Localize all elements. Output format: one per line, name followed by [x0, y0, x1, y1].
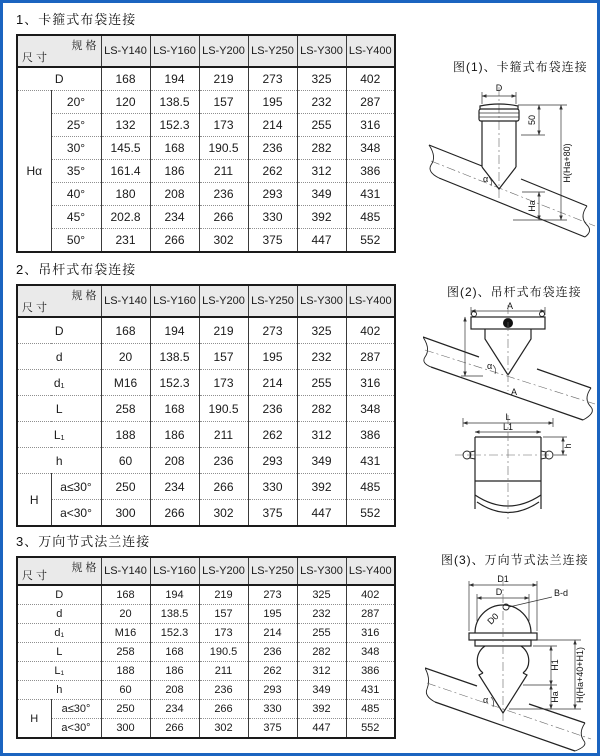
- cell-value: 219: [199, 67, 248, 91]
- pipe-centerline: [427, 683, 591, 739]
- spec-table: [16, 284, 396, 527]
- figure-3-drawing: [425, 571, 595, 756]
- row-sub-label: a<30°: [51, 719, 101, 739]
- column-header: LS-Y160: [150, 35, 199, 67]
- cell-value: 386: [346, 662, 395, 681]
- table-row: [17, 137, 395, 160]
- cell-value: 293: [248, 448, 297, 474]
- angle-label: α: [487, 361, 493, 371]
- cell-value: 325: [297, 67, 346, 91]
- header-row: [17, 285, 395, 317]
- row-label: L₁: [17, 662, 101, 681]
- cell-value: 190.5: [199, 396, 248, 422]
- cell-value: 152.3: [150, 370, 199, 396]
- section-2-table: [16, 284, 396, 527]
- corner-top-label: 规 格: [71, 290, 97, 302]
- cell-value: 386: [346, 160, 395, 183]
- row-label: d: [17, 344, 101, 370]
- cell-value: 236: [199, 183, 248, 206]
- table-row: [17, 500, 395, 527]
- corner-cell: [17, 285, 101, 317]
- cell-value: 232: [297, 344, 346, 370]
- cell-value: 386: [346, 422, 395, 448]
- table-row: [17, 662, 395, 681]
- cell-value: 402: [346, 317, 395, 344]
- figure-1-title: 图(1)、卡箍式布袋连接: [453, 60, 588, 74]
- cell-value: 258: [101, 396, 150, 422]
- cell-value: 316: [346, 114, 395, 137]
- row-label: d: [17, 605, 101, 624]
- cell-value: 431: [346, 183, 395, 206]
- table-row: [17, 448, 395, 474]
- cell-value: 273: [248, 585, 297, 605]
- cell-value: 168: [150, 396, 199, 422]
- cell-value: 190.5: [199, 137, 248, 160]
- section-3-table: [16, 556, 396, 739]
- cell-value: 349: [297, 448, 346, 474]
- figure-3-title: 图(3)、万向节式法兰连接: [441, 553, 589, 567]
- table-row: [17, 643, 395, 662]
- column-header: LS-Y300: [297, 557, 346, 585]
- table-row: [17, 585, 395, 605]
- dim-label-H: H(Ha+40+H1): [575, 646, 585, 704]
- dim-label-50: 50: [527, 114, 537, 126]
- cell-value: 447: [297, 500, 346, 527]
- cell-value: 348: [346, 396, 395, 422]
- cell-value: 330: [248, 206, 297, 229]
- cell-value: 188: [101, 422, 150, 448]
- cell-value: 168: [150, 137, 199, 160]
- spec-table: [16, 34, 396, 253]
- cell-value: 208: [150, 681, 199, 700]
- cell-value: 485: [346, 206, 395, 229]
- column-header: LS-Y250: [248, 285, 297, 317]
- cell-value: 208: [150, 183, 199, 206]
- cell-value: 552: [346, 500, 395, 527]
- cell-value: 402: [346, 585, 395, 605]
- cell-value: 20: [101, 344, 150, 370]
- cell-value: 392: [297, 206, 346, 229]
- cell-value: 552: [346, 229, 395, 253]
- column-header: LS-Y400: [346, 35, 395, 67]
- cell-value: 157: [199, 605, 248, 624]
- section-3-title: 3、万向节式法兰连接: [16, 534, 151, 549]
- corner-top-label: 规 格: [71, 40, 97, 52]
- row-label: h: [17, 448, 101, 474]
- row-label: L: [17, 643, 101, 662]
- dim-label-D: D: [495, 83, 503, 93]
- cell-value: 236: [248, 643, 297, 662]
- cell-value: 431: [346, 681, 395, 700]
- cell-value: 348: [346, 137, 395, 160]
- table-row: [17, 206, 395, 229]
- cell-value: 168: [101, 317, 150, 344]
- cell-value: 266: [199, 474, 248, 500]
- cell-value: 20: [101, 605, 150, 624]
- cell-value: 287: [346, 91, 395, 114]
- cell-value: 236: [248, 396, 297, 422]
- row-label: h: [17, 681, 101, 700]
- cell-value: 234: [150, 206, 199, 229]
- column-header: LS-Y300: [297, 285, 346, 317]
- cell-value: 173: [199, 624, 248, 643]
- column-header: LS-Y140: [101, 285, 150, 317]
- dim-label-A-top: A: [506, 301, 514, 311]
- row-label: L: [17, 396, 101, 422]
- dim-label-Ha: Ha: [550, 691, 560, 703]
- table-row: [17, 422, 395, 448]
- cell-value: 325: [297, 317, 346, 344]
- cell-value: 312: [297, 160, 346, 183]
- row-group-label: H: [17, 474, 51, 527]
- cell-value: 287: [346, 344, 395, 370]
- cell-value: 219: [199, 317, 248, 344]
- cell-value: 211: [199, 662, 248, 681]
- cell-value: 312: [297, 662, 346, 681]
- column-header: LS-Y200: [199, 35, 248, 67]
- section-2: [16, 259, 396, 527]
- cell-value: 138.5: [150, 91, 199, 114]
- column-header: LS-Y140: [101, 35, 150, 67]
- cell-value: 161.4: [101, 160, 150, 183]
- table-row: [17, 67, 395, 91]
- table-row: [17, 396, 395, 422]
- table-row: [17, 114, 395, 137]
- cell-value: 138.5: [150, 344, 199, 370]
- cell-value: 152.3: [150, 114, 199, 137]
- angle-label: α: [483, 174, 489, 184]
- cell-value: 194: [150, 317, 199, 344]
- row-sub-label: 35°: [51, 160, 101, 183]
- cell-value: M16: [101, 370, 150, 396]
- cell-value: 145.5: [101, 137, 150, 160]
- cell-value: 194: [150, 585, 199, 605]
- column-header: LS-Y400: [346, 557, 395, 585]
- section-1-title: 1、卡箍式布袋连接: [16, 12, 137, 27]
- cell-value: 330: [248, 700, 297, 719]
- cell-value: 157: [199, 344, 248, 370]
- table-row: [17, 474, 395, 500]
- row-label: d₁: [17, 624, 101, 643]
- row-sub-label: 25°: [51, 114, 101, 137]
- cell-value: 282: [297, 643, 346, 662]
- cell-value: 266: [199, 700, 248, 719]
- dim-label-Ha: Ha: [527, 200, 537, 212]
- cell-value: 316: [346, 624, 395, 643]
- cell-value: 348: [346, 643, 395, 662]
- cell-value: 293: [248, 681, 297, 700]
- table-row: [17, 681, 395, 700]
- cell-value: 236: [248, 137, 297, 160]
- dim-label-L: L: [505, 412, 511, 422]
- corner-bottom-label: 尺 寸: [22, 570, 48, 582]
- table-row: [17, 91, 395, 114]
- row-sub-label: 20°: [51, 91, 101, 114]
- cell-value: 214: [248, 114, 297, 137]
- cell-value: 232: [297, 605, 346, 624]
- row-label: D: [17, 585, 101, 605]
- cell-value: 485: [346, 700, 395, 719]
- spec-table: [16, 556, 396, 739]
- corner-bottom-label: 尺 寸: [22, 302, 48, 314]
- pipe-top-edge: [423, 337, 479, 357]
- cell-value: 208: [150, 448, 199, 474]
- corner-top-label: 规 格: [71, 562, 97, 574]
- cell-value: 186: [150, 422, 199, 448]
- row-sub-label: a≤30°: [51, 474, 101, 500]
- table-row: [17, 719, 395, 739]
- table-row: [17, 605, 395, 624]
- cell-value: 255: [297, 114, 346, 137]
- cell-value: 214: [248, 624, 297, 643]
- cell-value: 195: [248, 605, 297, 624]
- cell-value: 287: [346, 605, 395, 624]
- column-header: LS-Y200: [199, 557, 248, 585]
- row-group-label: H: [17, 700, 51, 739]
- section-label-A: A: [511, 387, 518, 397]
- cell-value: 447: [297, 229, 346, 253]
- row-sub-label: 40°: [51, 183, 101, 206]
- header-row: [17, 35, 395, 67]
- pipe-break-line: [429, 145, 439, 178]
- cell-value: 173: [199, 370, 248, 396]
- pipe-top-edge: [425, 668, 477, 686]
- row-label: L₁: [17, 422, 101, 448]
- corner-cell: [17, 35, 101, 67]
- cell-value: 132: [101, 114, 150, 137]
- cell-value: 152.3: [150, 624, 199, 643]
- section-1-table: [16, 34, 396, 253]
- cell-value: 375: [248, 500, 297, 527]
- cell-value: 282: [297, 137, 346, 160]
- cell-value: 312: [297, 422, 346, 448]
- dim-label-L1: L1: [502, 422, 514, 432]
- cell-value: 375: [248, 719, 297, 739]
- dome-label-D0: D0: [485, 611, 501, 627]
- table-row: [17, 700, 395, 719]
- dim-label-h: h: [563, 443, 573, 449]
- cell-value: 266: [150, 500, 199, 527]
- row-sub-label: 45°: [51, 206, 101, 229]
- cell-value: 316: [346, 370, 395, 396]
- cell-value: 186: [150, 160, 199, 183]
- cell-value: 211: [199, 422, 248, 448]
- cell-value: 168: [101, 585, 150, 605]
- row-label: d₁: [17, 370, 101, 396]
- cell-value: M16: [101, 624, 150, 643]
- section-2-title: 2、吊杆式布袋连接: [16, 262, 137, 277]
- row-sub-label: a≤30°: [51, 700, 101, 719]
- pipe-centerline: [425, 350, 595, 404]
- cell-value: 214: [248, 370, 297, 396]
- cell-value: 255: [297, 370, 346, 396]
- cell-value: 431: [346, 448, 395, 474]
- cell-value: 180: [101, 183, 150, 206]
- cell-value: 552: [346, 719, 395, 739]
- cell-value: 392: [297, 700, 346, 719]
- column-header: LS-Y250: [248, 557, 297, 585]
- row-sub-label: 30°: [51, 137, 101, 160]
- angle-label: α: [483, 695, 489, 705]
- column-header: LS-Y160: [150, 557, 199, 585]
- section-3: [16, 531, 396, 739]
- row-sub-label: a<30°: [51, 500, 101, 527]
- cell-value: 325: [297, 585, 346, 605]
- table-row: [17, 183, 395, 206]
- row-group-label: Hα: [17, 91, 51, 253]
- table-row: [17, 344, 395, 370]
- cell-value: 168: [150, 643, 199, 662]
- row-label: D: [17, 67, 101, 91]
- cell-value: 302: [199, 719, 248, 739]
- cell-value: 262: [248, 662, 297, 681]
- cell-value: 138.5: [150, 605, 199, 624]
- dim-label-Bd: B-d: [554, 588, 569, 598]
- corner-cell: [17, 557, 101, 585]
- figure-2-title: 图(2)、吊杆式布袋连接: [447, 285, 582, 299]
- column-header: LS-Y300: [297, 35, 346, 67]
- row-sub-label: 50°: [51, 229, 101, 253]
- table-row: [17, 624, 395, 643]
- cell-value: 195: [248, 91, 297, 114]
- cell-value: 282: [297, 396, 346, 422]
- column-header: LS-Y200: [199, 285, 248, 317]
- cell-value: 195: [248, 344, 297, 370]
- dim-label-D: D: [495, 587, 503, 597]
- cell-value: 173: [199, 114, 248, 137]
- dim-label-H: H(Ha+80): [562, 143, 572, 183]
- cell-value: 250: [101, 700, 150, 719]
- cell-value: 188: [101, 662, 150, 681]
- corner-bottom-label: 尺 寸: [22, 52, 48, 64]
- cell-value: 349: [297, 183, 346, 206]
- header-row: [17, 557, 395, 585]
- column-header: LS-Y140: [101, 557, 150, 585]
- section-1: [16, 9, 396, 253]
- cell-value: 202.8: [101, 206, 150, 229]
- cell-value: 232: [297, 91, 346, 114]
- cell-value: 402: [346, 67, 395, 91]
- cell-value: 120: [101, 91, 150, 114]
- figure-1-drawing: [427, 79, 599, 247]
- cell-value: 60: [101, 681, 150, 700]
- cell-value: 349: [297, 681, 346, 700]
- row-label: D: [17, 317, 101, 344]
- cell-value: 190.5: [199, 643, 248, 662]
- cell-value: 168: [101, 67, 150, 91]
- cell-value: 375: [248, 229, 297, 253]
- cell-value: 262: [248, 160, 297, 183]
- hanger-eye-right: [540, 312, 545, 317]
- cell-value: 300: [101, 719, 150, 739]
- cell-value: 266: [150, 719, 199, 739]
- table-row: [17, 229, 395, 253]
- column-header: LS-Y160: [150, 285, 199, 317]
- cell-value: 234: [150, 700, 199, 719]
- dim-label-H1: H1: [550, 659, 560, 671]
- cell-value: 266: [150, 229, 199, 253]
- cell-value: 262: [248, 422, 297, 448]
- cell-value: 194: [150, 67, 199, 91]
- dim-label-D1: D1: [497, 574, 509, 584]
- table-row: [17, 160, 395, 183]
- cell-value: 211: [199, 160, 248, 183]
- cell-value: 302: [199, 229, 248, 253]
- cell-value: 157: [199, 91, 248, 114]
- cell-value: 186: [150, 662, 199, 681]
- cell-value: 250: [101, 474, 150, 500]
- cell-value: 236: [199, 448, 248, 474]
- table-row: [17, 317, 395, 344]
- cell-value: 485: [346, 474, 395, 500]
- cell-value: 219: [199, 585, 248, 605]
- pipe-top-edge: [429, 145, 482, 166]
- cell-value: 392: [297, 474, 346, 500]
- cell-value: 447: [297, 719, 346, 739]
- hanger-eye-left: [472, 312, 477, 317]
- cell-value: 293: [248, 183, 297, 206]
- cell-value: 330: [248, 474, 297, 500]
- cell-value: 234: [150, 474, 199, 500]
- cell-value: 300: [101, 500, 150, 527]
- cell-value: 60: [101, 448, 150, 474]
- cell-value: 231: [101, 229, 150, 253]
- cell-value: 255: [297, 624, 346, 643]
- cell-value: 258: [101, 643, 150, 662]
- cell-value: 273: [248, 67, 297, 91]
- cell-value: 266: [199, 206, 248, 229]
- cell-value: 273: [248, 317, 297, 344]
- column-header: LS-Y400: [346, 285, 395, 317]
- column-header: LS-Y250: [248, 35, 297, 67]
- cell-value: 302: [199, 500, 248, 527]
- cell-value: 236: [199, 681, 248, 700]
- table-row: [17, 370, 395, 396]
- figure-2-drawing: [423, 301, 598, 521]
